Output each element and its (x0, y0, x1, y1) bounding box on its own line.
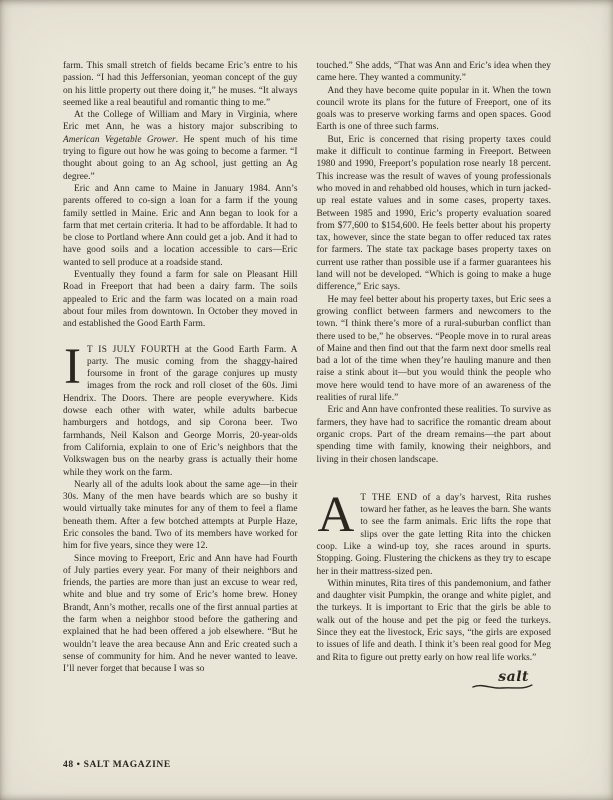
body-paragraph: Within minutes, Rita tires of this pandemonium, and father and daughter visit Pumpkin, the orange and white piglet, and the turkeys. It is important to Eric that the girls be able to walk out of the house and pet the pig or feed the turkeys. Since they eat the livestock, Eric says, “the girls are exposed to issues of life and death. I think it’s been real good for Meg and Rita to figure out pretty early on how real life works.” (316, 578, 551, 663)
section-opening-paragraph: A T THE END of a day’s harvest, Rita rushes toward her father, as he leaves the barn. She wants to see the farm animals. Eric lifts the rope that slips over the gate letting Rita into the chicken coop. Like a wind-up toy, she races around in spurts. Stopping. Going. Flustering the chickens as they try to escape her in their mattress-sized pen. (316, 486, 551, 577)
body-paragraph: farm. This small stretch of fields became Eric’s entre to his passion. “I had this Jeffersonian, yeoman concept of the guy on his little property out there doing it,” he muses. “It always seemed like a real beautiful and romantic thing to me.” (63, 61, 298, 108)
signature-flourish-icon (472, 681, 533, 691)
body-paragraph: Eric and Ann have confronted these realities. To survive as farmers, they have had to sacrifice the romantic dream about organic crops. Part of the dream remains—the part about spending time with family, knowing their neighbors, and living in their chosen landscape. (316, 405, 551, 465)
section-opening-paragraph: I T IS JULY FOURTH at the Good Earth Farm. A party. The music coming from the shaggy-haired foursome in front of the garage conjures up musty images from the rock and roll closet of the 60s. Jimi Hendrix. The Doors. There are people everywhere. Kids dowse each other with water, while adults barbecue hamburgers and hotdogs, and sip Corona beer. Two farmhands, Neil Kalson and George Morris, 20-year-olds from California, explain to one of Eric’s neighbors that the Volkswagen bus on the nearby grass is actually their home while they work on the farm. (63, 338, 298, 478)
drop-cap: I (64, 338, 82, 395)
footer-text: 48 • SALT MAGAZINE (63, 760, 171, 770)
left-column (63, 60, 298, 691)
body-paragraph: But, Eric is concerned that rising property taxes could make it difficult to continue farming in Freeport. Between 1980 and 1990, Freeport’s population rose nearly 18 percent. This increase was the result of waves of young professionals who moved in and rehabbed old houses, which in turn jacked-up real estate values and in some cases, property taxes. Between 1985 and 1990, Eric’s property evaluation soared from $77,600 to $154,600. He feels better about his property tax, however, since the state began to offer reduced tax rates for farmers. The state tax package bases property taxes on current use rather than possible use if a farmer guarantees his land will not be developed. “Which is going to make a huge difference,” Eric says. (316, 134, 551, 293)
body-paragraph: Eric and Ann came to Maine in January 1984. Ann’s parents offered to co-sign a loan for a farm if the young family settled in Maine. Eric and Ann began to look for a farm that met certain criteria. It had to be affordable. It had to be close to Portland where Ann could get a job. And it had to have good soils and a location accessible to cars—Eric wanted to sell produce at a roadside stand. (63, 183, 298, 268)
body-paragraph: He may feel better about his property taxes, but Eric sees a growing conflict between farmers and newcomers to the town. “I think there’s more of a rural-suburban conflict than there used to be,” he observes. “People move in to rural areas of Maine and then find out that the farm next door smells real bad a lot of the time when they’re hauling manure and then raise a stink about it—but you would think the people who move here would tend to have more of an awareness of the realities of rural life.” (316, 294, 551, 404)
body-paragraph: Eventually they found a farm for sale on Pleasant Hill Road in Freeport that had been a dairy farm. The soils appealed to Eric and the farm was located on a main road about four miles from downtown. In October they moved in and established the Good Earth Farm. (63, 270, 298, 330)
body-paragraph: touched.” She adds, “That was Ann and Eric’s idea when they came here. They wanted a community.” (316, 61, 551, 84)
body-paragraph: Nearly all of the adults look about the same age—in their 30s. Many of the men have beards which are so bushy it would virtually take minutes for any of them to feel a flame beneath them. After a few botched attempts at Purple Haze, Eric consoles the band. Two of its members have worked for him for five years, since they were 12. (63, 479, 298, 552)
signature-text: salt (498, 668, 529, 685)
signature-row (317, 664, 552, 691)
body-paragraph: Since moving to Freeport, Eric and Ann have had Fourth of July parties every year. For many of their neighbors and friends, the parties are more than just an excuse to wear red, white and blue and try some of Eric’s home brew. Honey Brandt, Ann’s mother, recalls one of the first annual parties at the farm when a neighbor stood before the gathering and explained that he had been offered a job elsewhere. “But he wouldn’t leave the area because Ann and Eric created such a sense of community for him. And he never wanted to leave. I’ll never forget that because I was so (63, 553, 298, 675)
author-signature (472, 668, 533, 691)
right-column (317, 60, 552, 691)
right-column-paragraphs (317, 60, 552, 664)
body-paragraph: And they have become quite popular in it. When the town council wrote its plans for the future of Freeport, one of its goals was to preserve working farms and open spaces. Good Earth is one of three such farms. (316, 85, 551, 133)
section-lead-text: T THE END (360, 492, 418, 503)
drop-cap: A (317, 486, 355, 543)
article-body (63, 60, 551, 691)
section-lead-text: T IS JULY FOURTH (87, 344, 180, 355)
body-paragraph: At the College of William and Mary in Virginia, where Eric met Ann, he was a history major subscribing to American Vegetable Grower. He spent much of his time trying to figure out how he was going to become a farmer. “I thought about going to an Ag school, just getting an Ag degree.” (63, 110, 298, 182)
page-footer (63, 760, 171, 770)
